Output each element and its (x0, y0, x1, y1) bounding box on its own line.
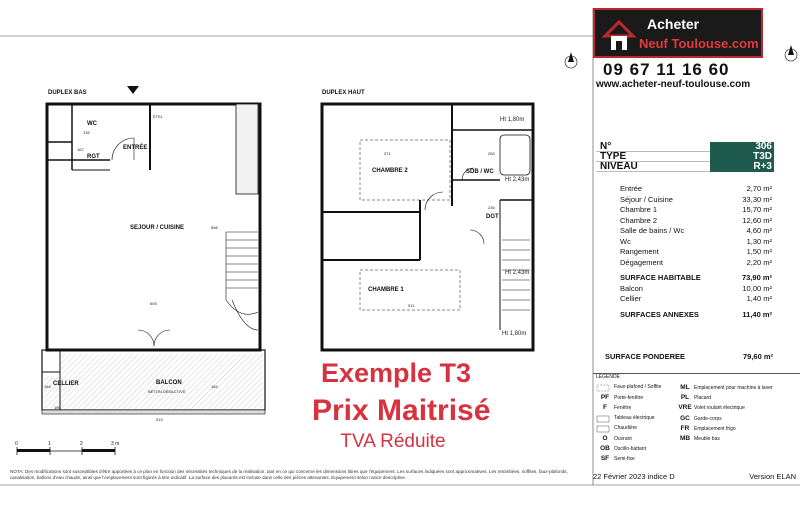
surface-table (620, 184, 772, 320)
legend-item (676, 425, 736, 432)
surface-label: Chambre 1 (620, 205, 658, 214)
surface-row (620, 273, 772, 284)
surface-value: 1,40 m² (746, 294, 772, 303)
surface-value: 11,40 m² (742, 309, 772, 319)
house-icon (599, 14, 639, 54)
surface-label: Chambre 2 (620, 215, 658, 225)
unit-info (596, 142, 774, 172)
height-label: Ht 1,80m (502, 331, 527, 337)
surface-row (620, 226, 772, 237)
legend-label: Porte-fenêtre (614, 395, 644, 402)
legend-label: Emplacement frigo (694, 425, 736, 432)
legend (593, 373, 800, 471)
ponderee-value: 79,60 m² (742, 352, 773, 361)
brand-line2: Neuf Toulouse.com (639, 36, 759, 51)
surface-row (620, 247, 772, 258)
legend-label: Garde-corps (694, 415, 722, 422)
surface-value: 15,70 m² (742, 205, 772, 214)
legend-item (596, 384, 661, 390)
dim-label: 190 (54, 405, 61, 410)
dim-label: 696 (211, 225, 218, 230)
info-value: 306 (710, 142, 774, 152)
scale-label: 1 (48, 441, 51, 447)
dim-label: 915 (156, 417, 163, 422)
legend-item (676, 404, 745, 411)
legend-item (596, 404, 631, 411)
surface-row (620, 294, 772, 305)
duplex-bas-heading: DUPLEX BAS (48, 90, 87, 96)
legend-code: PF (600, 394, 610, 402)
legend-label: Ouvrant (614, 436, 632, 442)
scale-label: 0 (15, 441, 18, 447)
legend-item (676, 435, 720, 442)
room-etel: ETEL (153, 114, 164, 119)
surface-value: 10,00 m² (742, 283, 772, 293)
surface-row (620, 284, 772, 295)
room-wc: WC (87, 121, 97, 127)
legend-label: Semi-fixe (614, 456, 635, 463)
info-key: TYPE (596, 152, 710, 162)
info-row (596, 162, 774, 172)
room-chambre2: CHAMBRE 2 (372, 168, 408, 174)
legend-item (596, 394, 643, 401)
legend-label: Tableau électrique (614, 414, 655, 421)
legend-item (596, 455, 635, 462)
ponderee-label: SURFACE PONDEREE (605, 352, 686, 361)
surface-value: 33,30 m² (742, 194, 772, 204)
room-dgt: DGT (486, 214, 499, 220)
surface-label: SURFACES ANNEXES (620, 309, 699, 319)
legend-label: Oscillo-battant (614, 446, 646, 453)
room-sejour: SEJOUR / CUISINE (130, 225, 185, 231)
surface-row (620, 184, 772, 195)
info-value: T3D (710, 152, 774, 162)
height-label: Ht 2,43m (505, 270, 530, 276)
dim-label: 135 (83, 130, 90, 135)
legend-item (596, 425, 637, 431)
footer-date: 22 Février 2023 indice D (593, 472, 675, 481)
duplex-haut-heading: DUPLEX HAUT (322, 90, 365, 96)
legend-title: LEGENDE (596, 374, 620, 380)
surface-label: Rangement (620, 247, 659, 256)
room-rgt: RGT (87, 154, 100, 160)
footer-version: Version ELAN (749, 472, 796, 481)
surface-row (620, 216, 772, 227)
surface-value: 1,30 m² (746, 236, 772, 246)
info-key: NIVEAU (596, 162, 710, 172)
footer-note: NOTA: Des modifications sont susceptibles d'être apportées à ce plan en fonction des nécessités techniques de la réalisation, tant en ce qui concerne les dimensions libres que l'équipement. Les surfaces indiquées sont approximatives. Les retombées, soffites, faux-plafonds, canalisation, ballons d'eau chaude, ainsi que l'emplacement sont figurés à titre indicatif. La surface des placards est incluse dans celle des pièces attenantes. Equipement selon notice descriptive. (10, 469, 568, 480)
legend-item (596, 445, 646, 452)
dim-label: 184 (211, 384, 218, 389)
surface-value: 2,70 m² (746, 184, 772, 193)
legend-item (676, 415, 722, 422)
legend-item (676, 394, 711, 401)
info-value: R+3 (710, 162, 774, 172)
legend-code: GC (680, 414, 690, 422)
legend-code: PL (680, 394, 690, 402)
height-label: Ht 2,43m (505, 177, 530, 183)
legend-label: Fenêtre (614, 405, 632, 412)
balcon-subtitle: BÉTON DÉSACTIVÉ (148, 389, 186, 394)
dim-label: 167 (77, 147, 84, 152)
surface-label: Balcon (620, 283, 643, 293)
surface-row (620, 310, 772, 321)
dim-label: 371 (384, 151, 391, 156)
promo-line3: TVA Réduite (340, 431, 446, 452)
dim-label: 911 (408, 303, 415, 308)
surface-ponderee (605, 352, 773, 361)
legend-code: VRE (678, 404, 692, 412)
legend-label: Chaudière (614, 424, 638, 431)
legend-code: O (602, 435, 608, 442)
dim-label: 250 (488, 151, 495, 156)
dim-label: 605 (150, 301, 157, 306)
dim-label: 236 (488, 205, 495, 210)
promo-line2: Prix Maitrisé (312, 394, 491, 427)
surface-value: 2,20 m² (746, 257, 772, 267)
surface-label: Cellier (620, 294, 642, 303)
website-link[interactable]: www.acheter-neuf-toulouse.com (596, 79, 751, 90)
brand-line1: Acheter (647, 16, 700, 32)
surface-value: 73,90 m² (741, 273, 772, 282)
legend-code: F (603, 404, 607, 412)
legend-item (676, 384, 773, 391)
surface-label: SURFACE HABITABLE (620, 273, 701, 282)
legend-code: OB (600, 445, 610, 453)
promo-line1: Exemple T3 (320, 358, 472, 388)
room-cellier: CELLIER (53, 381, 79, 387)
surface-row (620, 258, 772, 269)
room-chambre1: CHAMBRE 1 (368, 287, 404, 293)
legend-item (596, 435, 632, 442)
surface-row (620, 237, 772, 248)
info-key: N° (596, 142, 710, 152)
legend-code: FR (680, 424, 690, 432)
legend-item (596, 415, 655, 421)
brand-logo[interactable] (593, 8, 763, 58)
legend-label: Meuble bas (694, 436, 720, 442)
surface-value: 1,50 m² (746, 247, 772, 256)
room-sdb: SDB / WC (466, 169, 494, 175)
surface-label: Salle de bains / Wc (620, 226, 685, 235)
surface-row (620, 195, 772, 206)
room-entree: ENTRÉE (123, 145, 148, 151)
surface-value: 4,60 m² (746, 226, 772, 235)
surface-row (620, 205, 772, 216)
legend-label: Placard (694, 395, 711, 402)
legend-label: Faux-plafond / Soffite (614, 384, 662, 390)
legend-label: Emplacement pour machine à laver (694, 385, 773, 391)
legend-code: SF (600, 455, 610, 463)
surface-label: Séjour / Cuisine (620, 194, 673, 204)
surface-value: 12,60 m² (742, 215, 772, 225)
legend-code: ML (680, 384, 690, 391)
legend-code: MB (679, 435, 691, 442)
scale-label: 3 m (111, 441, 120, 447)
surface-label: Entrée (620, 184, 643, 193)
room-balcon: BALCON (156, 380, 182, 386)
dim-label: 184 (44, 384, 51, 389)
legend-label: Volet roulant électrique (694, 405, 745, 412)
surface-label: Dégagement (620, 257, 663, 267)
height-label: Ht 1,80m (500, 117, 525, 123)
surface-label: Wc (620, 236, 631, 246)
scale-label: 2 (80, 441, 83, 447)
phone-number[interactable]: 09 67 11 16 60 (603, 60, 730, 79)
